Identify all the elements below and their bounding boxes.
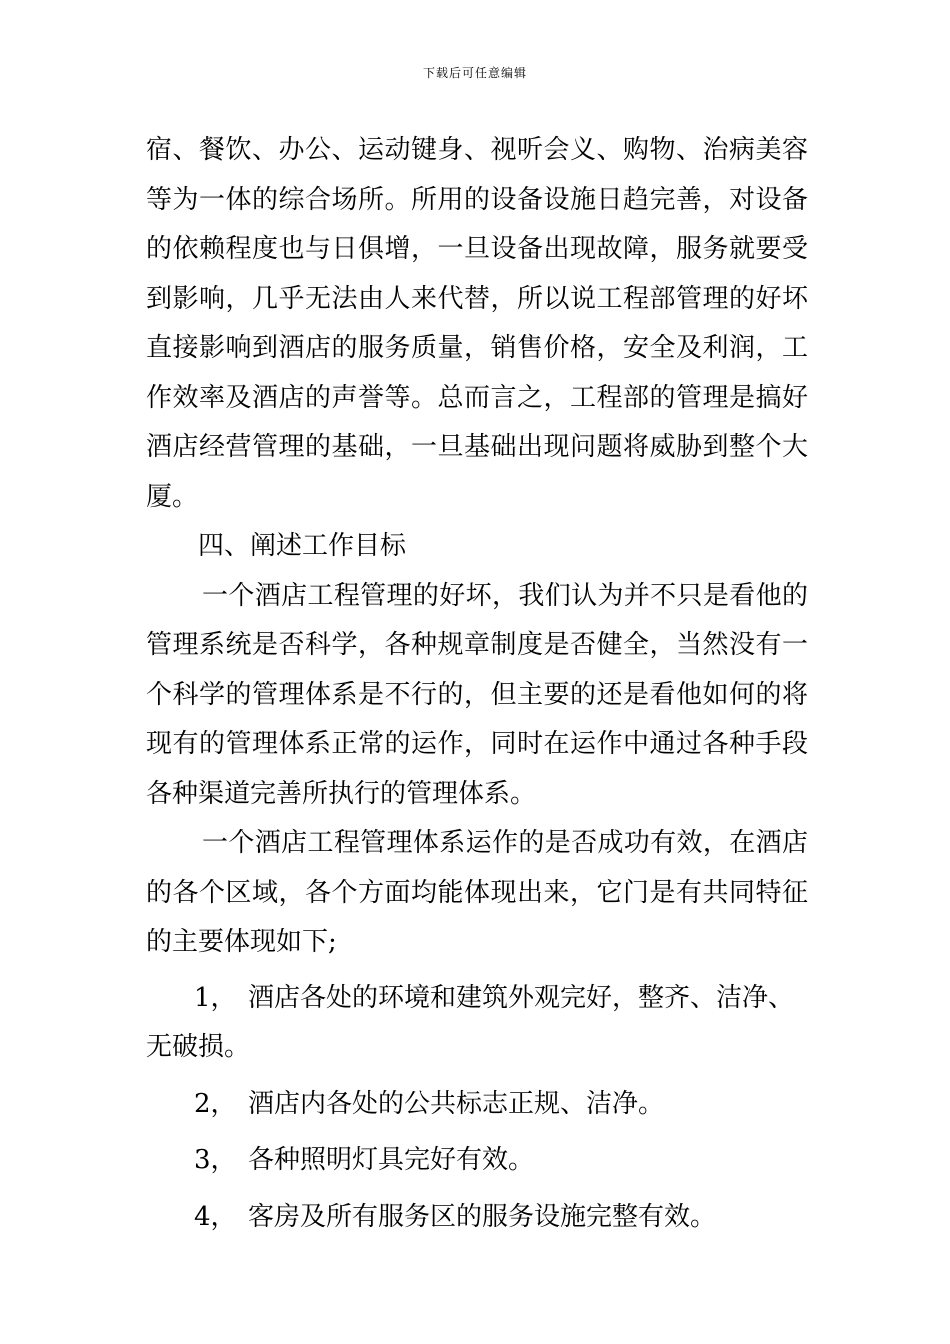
list-text: 酒店内各处的公共标志正规、洁净。	[248, 1088, 665, 1119]
list-number: 2，	[194, 1088, 237, 1119]
list-item-3	[146, 1130, 808, 1187]
document-body	[146, 126, 808, 1243]
page-header-note: 下载后可任意编辑	[422, 66, 527, 80]
paragraph-management-quality: 一个酒店工程管理的好坏，我们认为并不只是看他的管理系统是否科学，各种规章制度是否健全，当然没有一个科学的管理体系是不行的，但主要的还是看他如何的将现有的管理体系正常的运作，同时在运作中通过各种手段各种渠道完善所执行的管理体系。	[146, 580, 808, 809]
list-item-4	[146, 1187, 808, 1244]
list-number: 1，	[194, 982, 237, 1013]
list-text: 客房及所有服务区的服务设施完整有效。	[248, 1201, 717, 1232]
list-number: 4，	[194, 1201, 237, 1232]
list-item-2	[146, 1074, 808, 1131]
list-item-1	[146, 968, 808, 1074]
paragraph-facilities: 宿、餐饮、办公、运动键身、视听会义、购物、治病美容等为一体的综合场所。所用的设备设施日趋完善，对设备的依赖程度也与日俱增，一旦设备出现故障，服务就要受到影响，几乎无法由人来代替，所以说工程部管理的好坏直接影响到酒店的服务质量，销售价格，安全及利润，工作效率及酒店的声誉等。总而言之，工程部的管理是搞好酒店经营管理的基础，一旦基础出现问题将威胁到整个大厦。	[146, 135, 808, 512]
section-heading-work-goals: 四、阐述工作目标	[198, 531, 407, 561]
list-number: 3，	[194, 1145, 237, 1175]
list-text-continued: 无破损。	[146, 1032, 251, 1062]
list-text: 酒店各处的环境和建筑外观完好，整齐、洁净、	[248, 982, 795, 1013]
list-text: 各种照明灯具完好有效。	[248, 1145, 535, 1175]
paragraph-system-features: 一个酒店工程管理体系运作的是否成功有效，在酒店的各个区域，各个方面均能体现出来，它门是有共同特征的主要体现如下;	[146, 828, 808, 957]
